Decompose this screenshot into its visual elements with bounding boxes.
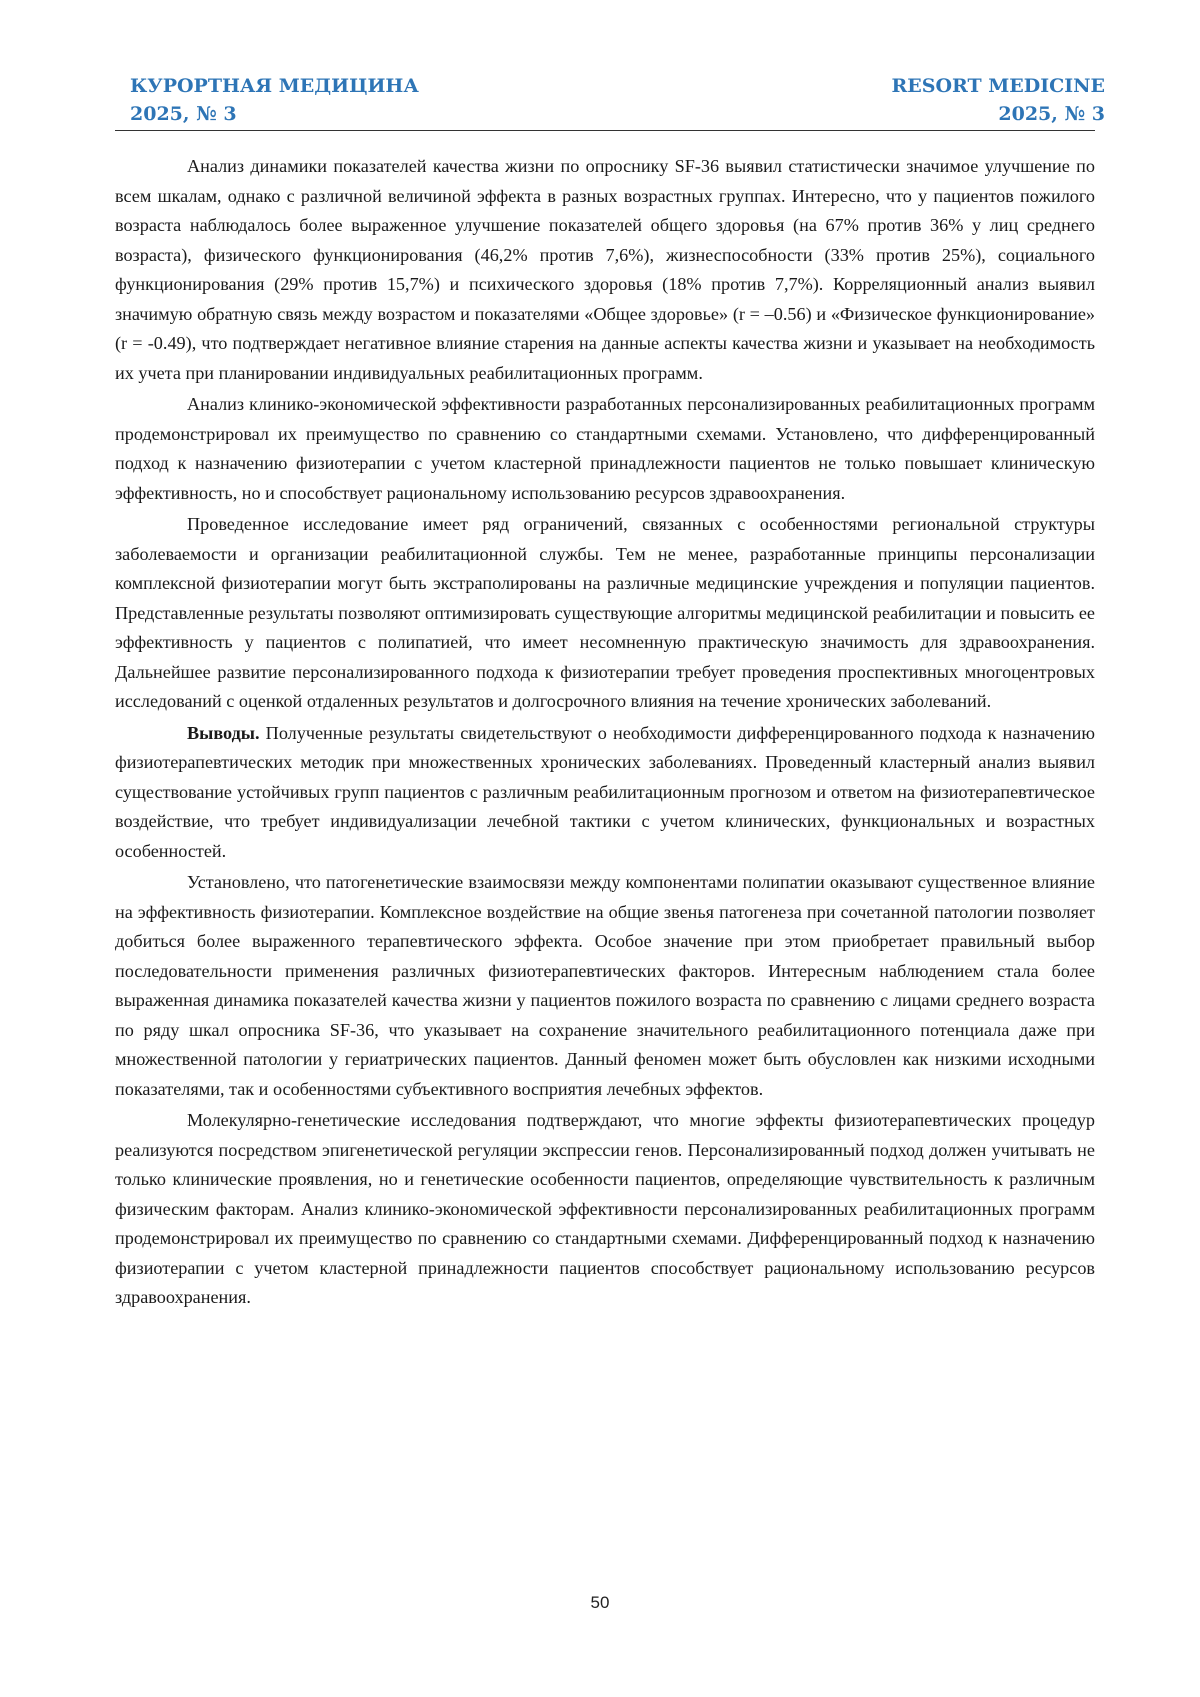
page-number: 50: [0, 1593, 1200, 1613]
paragraph-cost-effectiveness: Анализ клинико-экономической эффективности разработанных персонализированных реабилитационных программ продемонстрировал их преимущество по сравнению со стандартными схемами. Установлено, что дифференцированный подход к назначению физиотерапии с учетом кластерной принадлежности пациентов не только повышает клиническую эффективность, но и способствует рациональному использованию ресурсов здравоохранения.: [115, 390, 1095, 508]
issue-en: 2025, № 3: [892, 100, 1106, 128]
journal-title-ru: КУРОРТНАЯ МЕДИЦИНА: [130, 72, 419, 100]
article-body: [115, 152, 1095, 1313]
running-header: [115, 66, 1095, 131]
conclusions-heading: Выводы.: [187, 723, 260, 743]
paragraph-pathogenesis: Установлено, что патогенетические взаимосвязи между компонентами полипатии оказывают существенное влияние на эффективность физиотерапии. Комплексное воздействие на общие звенья патогенеза при сочетанной патологии позволяет добиться более выраженного терапевтического эффекта. Особое значение при этом приобретает правильный выбор последовательности применения различных физиотерапевтических факторов. Интересным наблюдением стала более выраженная динамика показателей качества жизни у пациентов пожилого возраста по сравнению с лицами среднего возраста по ряду шкал опросника SF-36, что указывает на сохранение значительного реабилитационного потенциала даже при множественной патологии у гериатрических пациентов. Данный феномен может быть обусловлен как низкими исходными показателями, так и особенностями субъективного восприятия лечебных эффектов.: [115, 868, 1095, 1104]
header-right: [892, 72, 1106, 128]
paragraph-limitations: Проведенное исследование имеет ряд ограничений, связанных с особенностями региональной структуры заболеваемости и организации реабилитационной службы. Тем не менее, разработанные принципы персонализации комплексной физиотерапии могут быть экстраполированы на различные медицинские учреждения и популяции пациентов. Представленные результаты позволяют оптимизировать существующие алгоритмы медицинской реабилитации и повысить ее эффективность у пациентов с полипатией, что имеет несомненную практическую значимость для здравоохранения. Дальнейшее развитие персонализированного подхода к физиотерапии требует проведения проспективных многоцентровых исследований с оценкой отдаленных результатов и долгосрочного влияния на течение хронических заболеваний.: [115, 510, 1095, 717]
header-left: [130, 72, 419, 128]
journal-title-en: RESORT MEDICINE: [892, 72, 1106, 100]
issue-ru: 2025, № 3: [130, 100, 419, 128]
journal-page: [115, 66, 1095, 131]
conclusions-text: Полученные результаты свидетельствуют о необходимости дифференцированного подхода к назначению физиотерапевтических методик при множественных хронических заболеваниях. Проведенный кластерный анализ выявил существование устойчивых групп пациентов с различным реабилитационным прогнозом и ответом на физиотерапевтическое воздействие, что требует индивидуализации лечебной тактики с учетом клинических, функциональных и возрастных особенностей.: [115, 723, 1095, 861]
paragraph-conclusions: [115, 719, 1095, 867]
paragraph-molecular-genetics: Молекулярно-генетические исследования подтверждают, что многие эффекты физиотерапевтических процедур реализуются посредством эпигенетической регуляции экспрессии генов. Персонализированный подход должен учитывать не только клинические проявления, но и генетические особенности пациентов, определяющие чувствительность к различным физическим факторам. Анализ клинико-экономической эффективности персонализированных реабилитационных программ продемонстрировал их преимущество по сравнению со стандартными схемами. Дифференцированный подход к назначению физиотерапии с учетом кластерной принадлежности пациентов способствует рациональному использованию ресурсов здравоохранения.: [115, 1106, 1095, 1313]
paragraph-quality-of-life: Анализ динамики показателей качества жизни по опроснику SF-36 выявил статистически значимое улучшение по всем шкалам, однако с различной величиной эффекта в разных возрастных группах. Интересно, что у пациентов пожилого возраста наблюдалось более выраженное улучшение показателей общего здоровья (на 67% против 36% у лиц среднего возраста), физического функционирования (46,2% против 7,6%), жизнеспособности (33% против 25%), социального функционирования (29% против 15,7%) и психического здоровья (18% против 7,7%). Корреляционный анализ выявил значимую обратную связь между возрастом и показателями «Общее здоровье» (r = –0.56) и «Физическое функционирование» (r = -0.49), что подтверждает негативное влияние старения на данные аспекты качества жизни и указывает на необходимость их учета при планировании индивидуальных реабилитационных программ.: [115, 152, 1095, 388]
